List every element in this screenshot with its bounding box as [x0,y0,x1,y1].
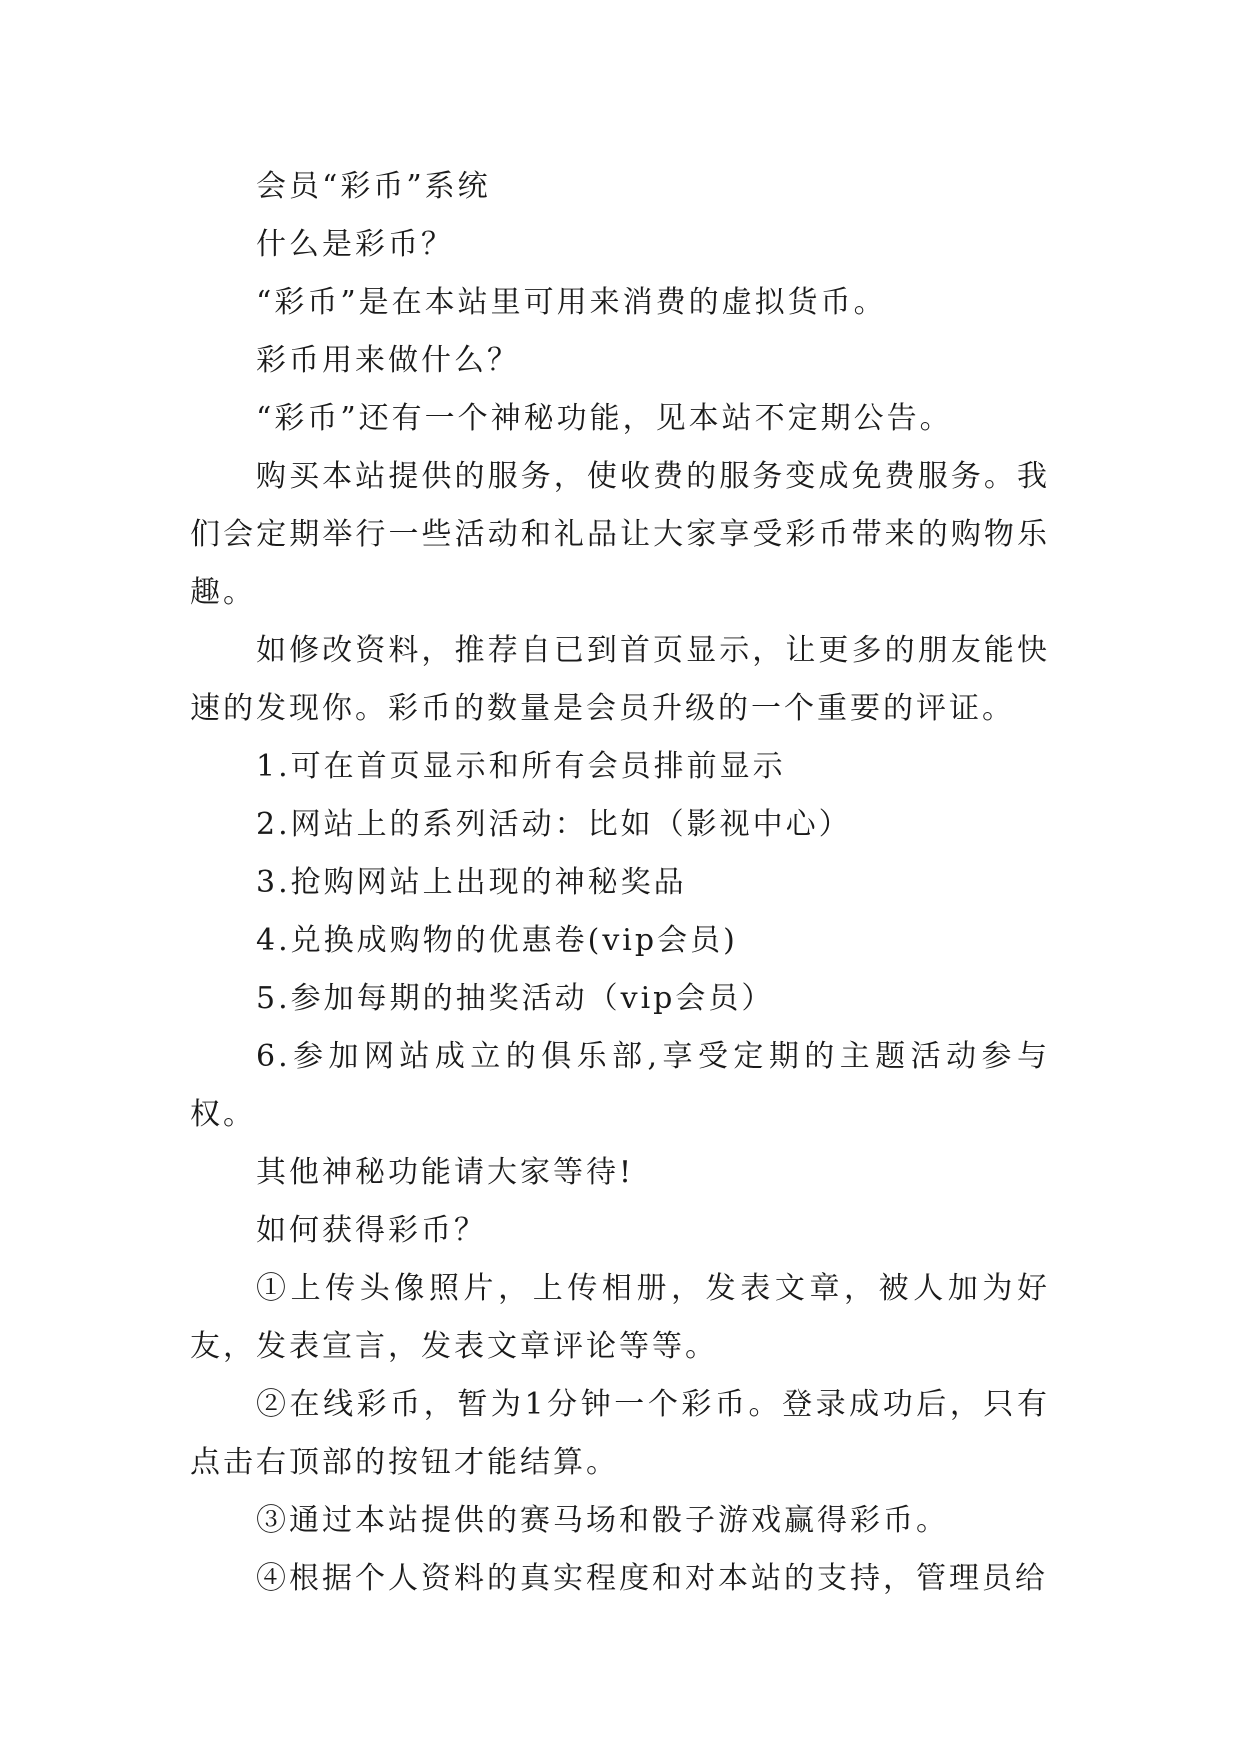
document-title: 会员“彩币”系统 [256,169,491,204]
paragraph: 如修改资料，推荐自已到首页显示，让更多的朋友能快速的发现你。彩币的数量是会员升级的一个重要的评证。 [190,633,1050,726]
list-item: ④根据个人资料的真实程度和对本站的支持，管理员给 [256,1561,1048,1596]
list-item: 5.参加每期的抽奖活动（vip会员） [256,981,775,1016]
paragraph: “彩币”是在本站里可用来消费的虚拟货币。 [256,285,887,320]
list-item: 4.兑换成购物的优惠卷(vip会员) [256,923,738,958]
paragraph: “彩币”还有一个神秘功能，见本站不定期公告。 [256,401,953,436]
section-heading: 如何获得彩币？ [256,1213,487,1248]
section-heading: 什么是彩币？ [256,227,454,262]
list-item: 1.可在首页显示和所有会员排前显示 [256,749,786,784]
paragraph: 购买本站提供的服务，使收费的服务变成免费服务。我们会定期举行一些活动和礼品让大家享受彩币带来的购物乐趣。 [190,459,1050,610]
document-body [190,158,1050,1608]
list-item: ③通过本站提供的赛马场和骰子游戏赢得彩币。 [256,1503,949,1538]
section-heading: 彩币用来做什么？ [256,343,520,378]
list-item: 3.抢购网站上出现的神秘奖品 [256,865,687,900]
list-item: 6.参加网站成立的俱乐部,享受定期的主题活动参与权。 [190,1039,1050,1132]
list-item: 2.网站上的系列活动：比如（影视中心） [256,807,852,842]
paragraph: 其他神秘功能请大家等待! [256,1155,635,1190]
list-item: ②在线彩币，暂为1分钟一个彩币。登录成功后，只有点击右顶部的按钮才能结算。 [190,1387,1050,1480]
list-item: ①上传头像照片，上传相册，发表文章，被人加为好友，发表宣言，发表文章评论等等。 [190,1271,1050,1364]
